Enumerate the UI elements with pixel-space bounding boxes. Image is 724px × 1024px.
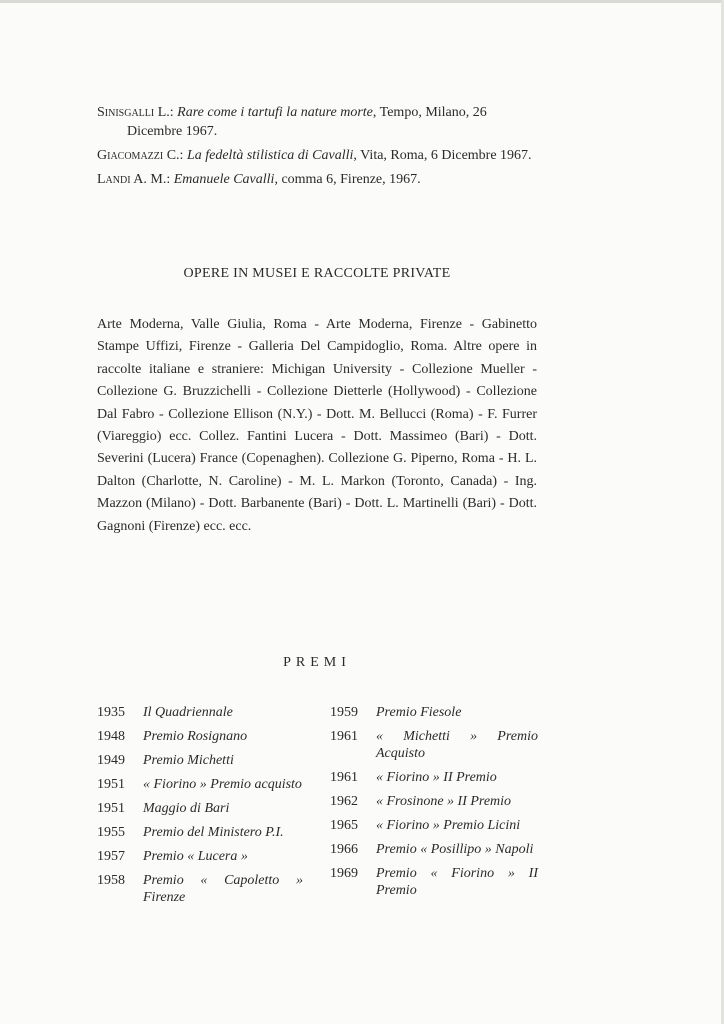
prize-name: « Frosinone » II Premio <box>376 794 512 809</box>
bibliography <box>97 103 537 194</box>
prize-year: 1959 <box>330 705 358 720</box>
opere-paragraph: Arte Moderna, Valle Giulia, Roma - Arte Moderna, Firenze - Gabinetto Stampe Uffizi, Firenze - Galleria Del Campidoglio, Roma. Altre opere in raccolte italiane e straniere: Michigan University - Collezione Mueller - Collezione G. Bruzzichelli - Collezione Dietterle (Hollywood) - Collezione Dal Fabro - Collezione Ellison (N.Y.) - Dott. M. Bellucci (Roma) - F. Furrer (Viareggio) ecc. Collez. Fantini Lucera - Dott. Massimeo (Bari) - Dott. Severini (Lucera) France (Copenaghen). Collezione G. Piperno, Roma - H. L. Dalton (Charlotte, N. Caroline) - M. L. Markon (Toronto, Canada) - Ing. Mazzon (Milano) - Dott. Barbanente (Bari) - Dott. L. Martinelli (Bari) - Dott. Gagnoni (Firenze) ecc. ecc. <box>97 317 537 534</box>
bib-title: La fedeltà stilistica di Cavalli <box>186 148 354 163</box>
prize-name: Premio del Ministero P.I. <box>143 825 284 840</box>
prize-name: Premio « Posillipo » Napoli <box>376 842 534 857</box>
prize-name: Premio « Fiorino » II Premio <box>376 866 538 898</box>
prize-name: Premio Fiesole <box>376 705 462 720</box>
bib-author: Landi A. M.: <box>97 172 171 187</box>
prize-year: 1948 <box>97 729 125 744</box>
bibliography-entry <box>97 146 537 165</box>
prize-year: 1962 <box>330 794 358 809</box>
prize-name: Premio « Capoletto » Firenze <box>143 873 303 905</box>
prize-row <box>330 817 538 834</box>
prize-row <box>97 848 303 865</box>
prize-row <box>97 728 303 745</box>
prize-row <box>97 872 303 906</box>
page-top-edge <box>0 0 724 3</box>
prize-year: 1958 <box>97 873 125 888</box>
bib-details: , comma 6, Firenze, 1967. <box>274 172 421 187</box>
premi-left-column <box>97 704 303 913</box>
prize-year: 1961 <box>330 770 358 785</box>
prize-year: 1969 <box>330 866 358 881</box>
bibliography-entry <box>97 170 537 189</box>
prize-row <box>97 704 303 721</box>
prize-row <box>330 728 538 762</box>
prize-row <box>97 800 303 817</box>
bib-author: Giacomazzi C.: <box>97 148 184 163</box>
prize-year: 1957 <box>97 849 125 864</box>
prize-year: 1951 <box>97 801 125 816</box>
prize-name: Il Quadriennale <box>143 705 233 720</box>
prize-year: 1965 <box>330 818 358 833</box>
prize-row <box>330 769 538 786</box>
prize-year: 1961 <box>330 729 358 744</box>
bib-details: , Vita, Roma, 6 Dicembre 1967. <box>353 148 532 163</box>
prize-row <box>97 776 303 793</box>
prize-row <box>330 841 538 858</box>
prize-name: Premio Rosignano <box>143 729 248 744</box>
section-heading-premi: PREMI <box>283 655 351 670</box>
prize-year: 1951 <box>97 777 125 792</box>
premi-right-column <box>330 704 538 906</box>
prize-year: 1966 <box>330 842 358 857</box>
prize-name: « Fiorino » Premio Licini <box>376 818 521 833</box>
prize-row <box>330 865 538 899</box>
section-heading-opere: OPERE IN MUSEI E RACCOLTE PRIVATE <box>183 266 451 281</box>
prize-row <box>97 824 303 841</box>
prize-name: « Fiorino » II Premio <box>376 770 497 785</box>
prize-year: 1955 <box>97 825 125 840</box>
prize-name: Premio « Lucera » <box>143 849 248 864</box>
bib-author: Sinisgalli L.: <box>97 105 174 120</box>
bib-title: Emanuele Cavalli <box>173 172 275 187</box>
bibliography-entry <box>97 103 537 141</box>
prize-row <box>330 704 538 721</box>
prize-year: 1935 <box>97 705 125 720</box>
prize-row <box>97 752 303 769</box>
prize-year: 1949 <box>97 753 125 768</box>
prize-row <box>330 793 538 810</box>
prize-name: « Michetti » Premio Acquisto <box>376 729 538 761</box>
prize-name: « Fiorino » Premio acquisto <box>143 777 302 792</box>
bib-title: Rare come i tartufi la nature morte <box>177 105 373 120</box>
prize-name: Premio Michetti <box>143 753 234 768</box>
bib-details: , Tempo, Milano, 26 Dicembre 1967. <box>127 105 487 139</box>
prize-name: Maggio di Bari <box>143 801 230 816</box>
